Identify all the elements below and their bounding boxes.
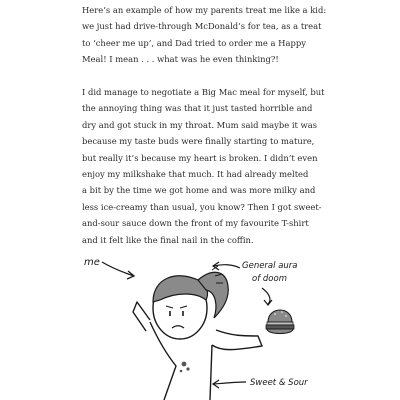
- text-line: less ice-creamy than usual, you know? Then I got sweet-: [82, 201, 322, 212]
- text-line: and it felt like the final nail in the coffin.: [82, 234, 254, 245]
- right-arm: [212, 330, 262, 350]
- sauce-stain: [180, 370, 183, 373]
- text-line: and-sour sauce down the front of my favourite T-shirt: [82, 218, 309, 229]
- label-sweet-sour: Sweet & Sour: [250, 378, 308, 388]
- text-line: the annoying thing was that it just tasted horrible and: [82, 103, 313, 114]
- text-line: enjoy my milkshake that much. It had already melted: [82, 169, 309, 180]
- text-line: Meal! I mean . . . what was he even thinking?!: [82, 54, 279, 65]
- doodle-illustration: [0, 240, 400, 400]
- paragraph-2: [82, 84, 382, 248]
- label-aura-line-1: General aura: [242, 261, 298, 271]
- text-line: dry and got stuck in my throat. Mum said maybe it was: [82, 119, 318, 130]
- arrow-me: [102, 262, 134, 276]
- tshirt-outline-right: [210, 345, 212, 400]
- text-line: Here’s an example of how my parents treat me like a kid:: [82, 5, 327, 15]
- sauce-stain: [186, 367, 189, 370]
- sauce-stain: [182, 362, 187, 367]
- label-aura-line-2: of doom: [252, 274, 287, 284]
- arrow-sauce: [214, 382, 246, 384]
- arrow-burger-head: [264, 300, 272, 305]
- text-line: I did manage to negotiate a Big Mac meal for myself, but: [82, 87, 325, 98]
- text-line: we just had drive-through McDonald’s for tea, as a treat: [82, 21, 322, 32]
- left-arm: [133, 302, 150, 331]
- text-line: because my taste buds were finally starting to mature,: [82, 136, 315, 147]
- text-line: but really it’s because my heart is broken. I didn’t even: [82, 152, 318, 163]
- text-line: a bit by the time we got home and was more milky and: [82, 185, 316, 196]
- paragraph-1: [82, 2, 382, 68]
- label-me: me: [84, 257, 100, 268]
- text-line: to ‘cheer me up’, and Dad tried to order me a Happy: [82, 37, 306, 48]
- burger-icon: [266, 310, 294, 334]
- body-text: [82, 2, 382, 264]
